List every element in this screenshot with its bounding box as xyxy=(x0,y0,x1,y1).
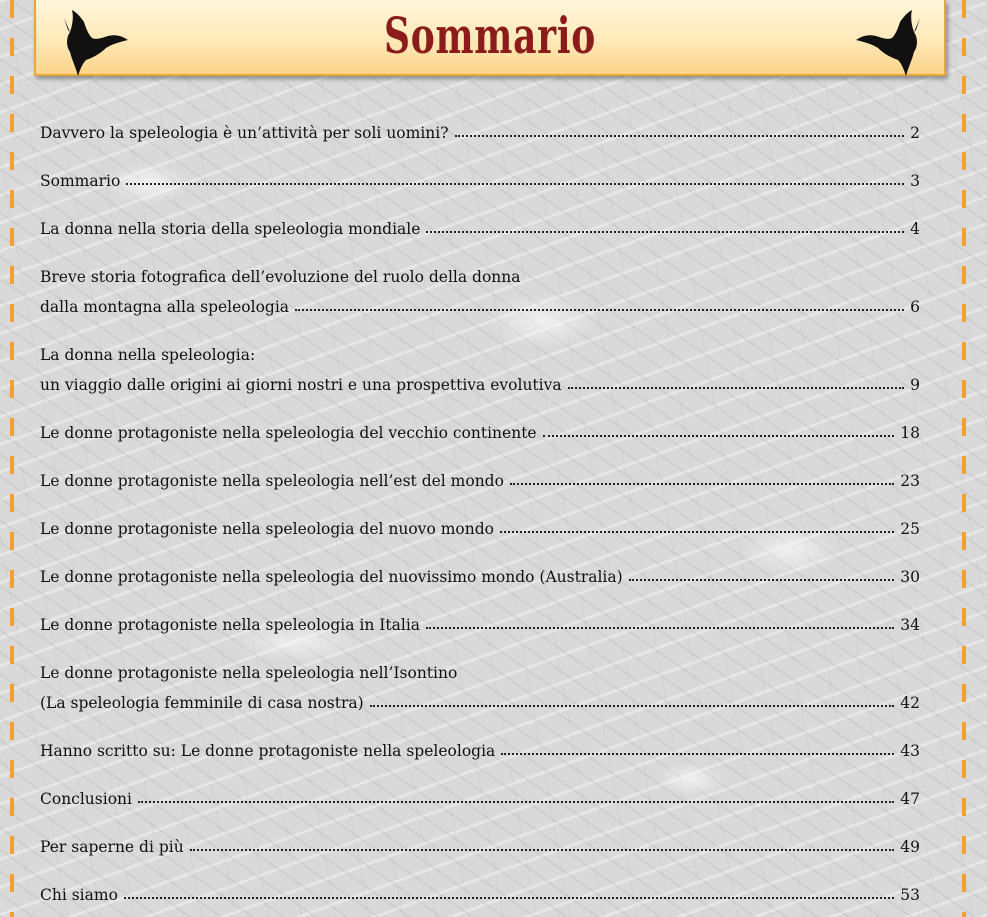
toc-page-number: 25 xyxy=(900,520,920,538)
toc-entry[interactable] xyxy=(40,742,920,760)
toc-entry-title: Chi siamo xyxy=(40,886,118,904)
toc-page-number: 18 xyxy=(900,424,920,442)
toc-page-number: 30 xyxy=(900,568,920,586)
toc-page-number: 9 xyxy=(910,376,920,394)
toc-entry-title: Breve storia fotografica dell’evoluzione del ruolo della donna xyxy=(40,268,521,286)
toc-entry-title-continued: un viaggio dalle origini ai giorni nostri e una prospettiva evolutiva xyxy=(40,376,562,394)
toc-entry[interactable] xyxy=(40,886,920,904)
dot-leader xyxy=(124,896,894,899)
toc-entry[interactable] xyxy=(40,124,920,142)
toc-page-number: 34 xyxy=(900,616,920,634)
toc-entry[interactable] xyxy=(40,220,920,238)
toc-entry-line-1[interactable] xyxy=(40,268,920,286)
page-title: Sommario xyxy=(384,6,596,65)
toc-page-number: 6 xyxy=(910,298,920,316)
toc-entry-title: Davvero la speleologia è un’attività per soli uomini? xyxy=(40,124,449,142)
toc-entry-title: La donna nella speleologia: xyxy=(40,346,256,364)
toc-entry[interactable] xyxy=(40,376,920,394)
toc-entry[interactable] xyxy=(40,568,920,586)
toc-page-number: 42 xyxy=(900,694,920,712)
dot-leader xyxy=(629,578,895,581)
dot-leader xyxy=(126,182,904,185)
dot-leader xyxy=(426,626,894,629)
toc-entry[interactable] xyxy=(40,472,920,490)
toc-entry-title: Le donne protagoniste nella speleologia del nuovissimo mondo (Australia) xyxy=(40,568,623,586)
toc-page-number: 47 xyxy=(900,790,920,808)
dot-leader xyxy=(510,482,894,485)
toc-page-number: 53 xyxy=(900,886,920,904)
toc-entry-title: Conclusioni xyxy=(40,790,132,808)
toc-entry[interactable] xyxy=(40,616,920,634)
dot-leader xyxy=(295,308,904,311)
toc-entry-line-1[interactable] xyxy=(40,346,920,364)
dot-leader xyxy=(455,134,905,137)
toc-entry[interactable] xyxy=(40,298,920,316)
toc-entry-title: Le donne protagoniste nella speleologia del vecchio continente xyxy=(40,424,537,442)
toc-entry-line-1[interactable] xyxy=(40,664,920,682)
toc-entry-title-continued: dalla montagna alla speleologia xyxy=(40,298,290,316)
toc-page-number: 3 xyxy=(910,172,920,190)
toc-entry-title: Hanno scritto su: Le donne protagoniste nella speleologia xyxy=(40,742,496,760)
toc-entry-title: Le donne protagoniste nella speleologia nell’Isontino xyxy=(40,664,458,682)
toc-entry-title: Le donne protagoniste nella speleologia del nuovo mondo xyxy=(40,520,494,538)
toc-entry-title: La donna nella storia della speleologia mondiale xyxy=(40,220,421,238)
dot-leader xyxy=(426,230,904,233)
dot-leader xyxy=(138,800,894,803)
toc-entry-title: Le donne protagoniste nella speleologia nell’est del mondo xyxy=(40,472,504,490)
toc-page-number: 49 xyxy=(900,838,920,856)
dot-leader xyxy=(568,386,905,389)
dot-leader xyxy=(501,752,894,755)
toc-entry[interactable] xyxy=(40,172,920,190)
dot-leader xyxy=(190,848,895,851)
toc-page-number: 43 xyxy=(900,742,920,760)
toc-entry[interactable] xyxy=(40,694,920,712)
toc-entry[interactable] xyxy=(40,424,920,442)
toc-entry-title: Sommario xyxy=(40,172,121,190)
toc-entry[interactable] xyxy=(40,790,920,808)
toc-entry[interactable] xyxy=(40,520,920,538)
toc-page-number: 23 xyxy=(900,472,920,490)
toc-entry-title: Per saperne di più xyxy=(40,838,184,856)
toc-entry[interactable] xyxy=(40,838,920,856)
toc-entry-title-continued: (La speleologia femminile di casa nostra) xyxy=(40,694,364,712)
toc-page-number: 4 xyxy=(910,220,920,238)
dot-leader xyxy=(500,530,894,533)
dot-leader xyxy=(370,704,895,707)
dot-leader xyxy=(543,434,895,437)
toc-entry-title: Le donne protagoniste nella speleologia in Italia xyxy=(40,616,421,634)
toc-page-number: 2 xyxy=(910,124,920,142)
